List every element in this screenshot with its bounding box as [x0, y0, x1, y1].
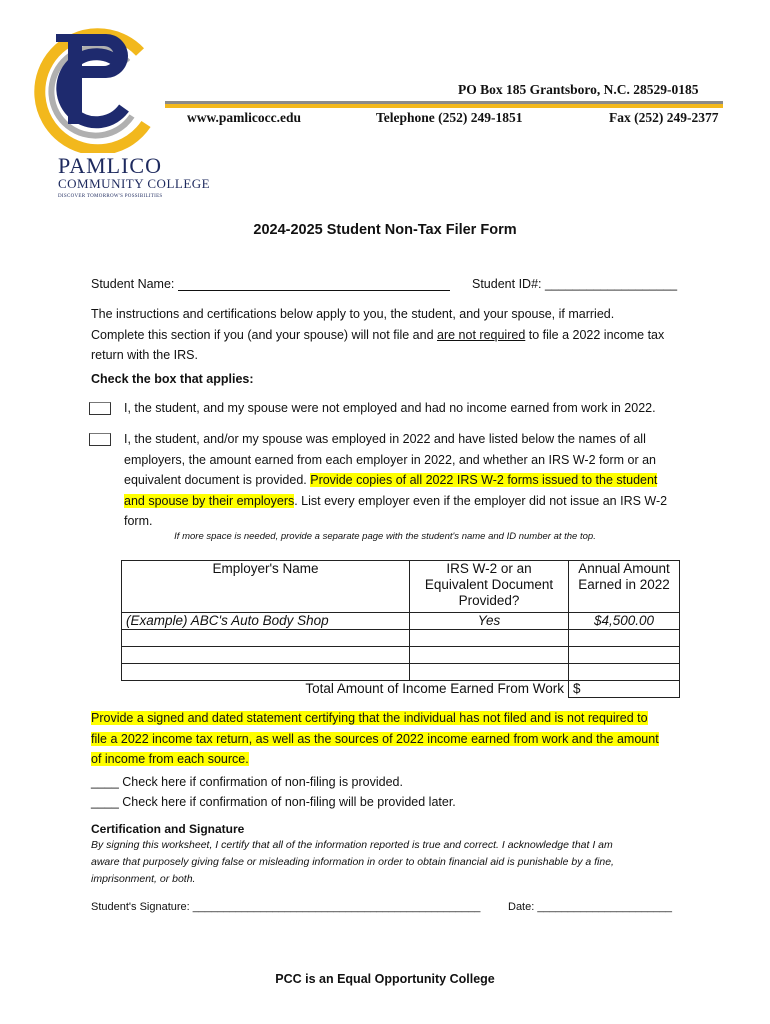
certification-line3: imprisonment, or both. — [91, 873, 196, 885]
w2-header-l2: Equivalent Document — [424, 577, 554, 592]
employer-cell[interactable] — [122, 630, 410, 647]
option2-line1: I, the student, and/or my spouse was employed in 2022 and have listed below the names of all — [124, 432, 646, 446]
statement-line2: file a 2022 income tax return, as well as the sources of 2022 income earned from work and the amount — [91, 731, 659, 746]
employer-name-header: Employer's Name — [122, 561, 410, 613]
space-note: If more space is needed, provide a separate page with the student's name and ID number at the top. — [174, 531, 596, 542]
intro-line2a: Complete this section if you (and your spouse) will not file and — [91, 327, 438, 342]
example-w2: Yes — [410, 613, 569, 630]
confirmation-checks — [91, 772, 456, 812]
statement-line1: Provide a signed and dated statement certifying that the individual has not filed and is not required to — [91, 711, 648, 725]
certification-heading: Certification and Signature — [91, 822, 245, 836]
table-row[interactable] — [122, 630, 680, 647]
table-row[interactable] — [122, 647, 680, 664]
intro-line3: return with the IRS. — [91, 348, 198, 362]
amount-cell[interactable] — [569, 630, 680, 647]
header-rule-gold — [165, 104, 723, 108]
option2-line3b: Provide copies of all 2022 IRS W-2 forms issued to the student — [310, 473, 658, 487]
table-header-row — [122, 561, 680, 613]
option1-checkbox[interactable] — [89, 402, 111, 415]
option2-line4 — [124, 491, 724, 512]
w2-cell[interactable] — [410, 664, 569, 681]
certification-text — [91, 837, 736, 888]
college-name-line1: PAMLICO — [58, 153, 162, 178]
total-row — [122, 681, 680, 698]
w2-cell[interactable] — [410, 647, 569, 664]
amount-header-l2: Earned in 2022 — [578, 577, 670, 592]
statement-line3: of income from each source. — [91, 752, 249, 766]
date-field[interactable]: Date: ______________________ — [508, 901, 672, 913]
telephone: Telephone (252) 249-1851 — [376, 110, 523, 125]
intro-line2b: are not required — [437, 327, 526, 342]
employer-cell[interactable] — [122, 647, 410, 664]
example-employer: (Example) ABC's Auto Body Shop — [122, 613, 410, 630]
option2-line5: form. — [124, 514, 153, 528]
statement-text — [91, 708, 731, 770]
table-row[interactable] — [122, 664, 680, 681]
total-label: Total Amount of Income Earned From Work — [122, 681, 569, 698]
footer-text: PCC is an Equal Opportunity College — [275, 972, 495, 986]
employer-cell[interactable] — [122, 664, 410, 681]
form-title: 2024-2025 Student Non-Tax Filer Form — [253, 222, 517, 238]
option1-text: I, the student, and my spouse were not employed and had no income earned from work in 2022. — [124, 401, 656, 415]
intro-line2 — [91, 325, 731, 346]
amount-header — [569, 561, 680, 613]
confirmation-provided-check[interactable]: ____ Check here if confirmation of non-filing is provided. — [91, 775, 403, 789]
signature-field[interactable]: Student's Signature: _______________________________________________ — [91, 901, 481, 913]
college-name — [58, 155, 210, 199]
intro-line1: The instructions and certifications below apply to you, the student, and your spouse, if married. — [91, 307, 615, 321]
amount-cell[interactable] — [569, 664, 680, 681]
option2-line3a: equivalent document is provided. — [124, 473, 311, 487]
confirmation-later-check[interactable]: ____ Check here if confirmation of non-filing will be provided later. — [91, 795, 456, 809]
amount-header-l1: Annual Amount — [578, 561, 670, 576]
w2-cell[interactable] — [410, 630, 569, 647]
check-heading: Check the box that applies: — [91, 372, 254, 386]
fax: Fax (252) 249-2377 — [609, 110, 719, 125]
student-name-field[interactable] — [178, 290, 450, 291]
table-row — [122, 613, 680, 630]
w2-header-l3: Provided? — [458, 593, 520, 608]
option2-line4b: . List every employer even if the employer did not issue an IRS W-2 — [294, 493, 668, 508]
website-link[interactable]: www.pamlicocc.edu — [187, 110, 301, 125]
w2-header — [410, 561, 569, 613]
student-name-label: Student Name: — [91, 277, 175, 291]
certification-line1: By signing this worksheet, I certify that all of the information reported is true and correct. I acknowledge that I am — [91, 839, 613, 851]
address: PO Box 185 Grantsboro, N.C. 28529-0185 — [458, 82, 699, 97]
college-tagline: DISCOVER TOMORROW'S POSSIBILITIES — [58, 194, 163, 199]
option2-line3 — [124, 470, 724, 491]
option2-line2: employers, the amount earned from each employer in 2022, and whether an IRS W-2 form or an — [124, 452, 656, 467]
option2-line4a: and spouse by their employers — [124, 493, 295, 508]
employer-table — [121, 560, 680, 698]
w2-header-l1: IRS W-2 or an — [446, 561, 532, 576]
intro-text — [91, 304, 731, 366]
college-name-line2: COMMUNITY COLLEGE — [58, 176, 211, 191]
intro-line2c: to file a 2022 income tax — [525, 327, 665, 342]
college-logo — [28, 28, 168, 153]
option2-text — [124, 429, 724, 532]
student-id-label[interactable]: Student ID#: ___________________ — [472, 277, 678, 291]
example-amount: $4,500.00 — [569, 613, 680, 630]
amount-cell[interactable] — [569, 647, 680, 664]
option2-checkbox[interactable] — [89, 433, 111, 446]
certification-line2: aware that purposely giving false or misleading information in order to obtain financial aid is punishable by a fine, — [91, 856, 614, 868]
total-value[interactable]: $ — [569, 681, 680, 698]
